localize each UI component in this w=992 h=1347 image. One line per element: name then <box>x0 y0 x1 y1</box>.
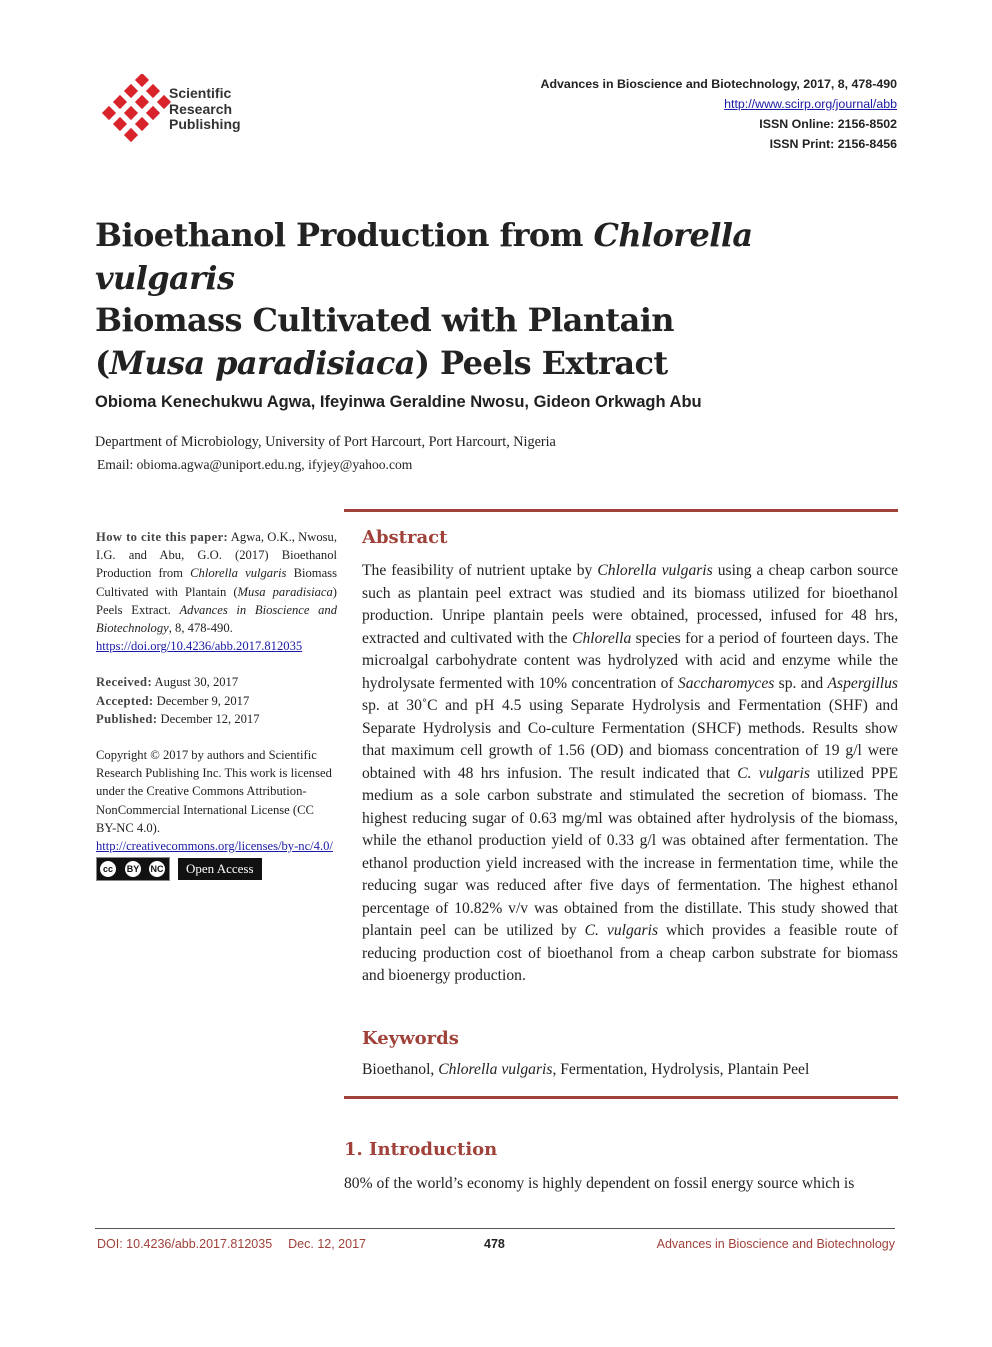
keywords-text: Bioethanol, Chlorella vulgaris, Fermentation, Hydrolysis, Plantain Peel <box>362 1061 810 1078</box>
journal-url-link[interactable]: http://www.scirp.org/journal/abb <box>724 97 897 111</box>
logo-diamond <box>135 74 149 87</box>
received-date: Received: August 30, 2017 <box>96 675 239 690</box>
paper-title: Bioethanol Production from Chlorella vulgaris Biomass Cultivated with Plantain (Musa paradisiaca) Peels Extract <box>95 216 753 382</box>
logo-diamond <box>124 106 138 120</box>
publisher-name: Scientific Research Publishing <box>169 85 241 132</box>
abstract-bottom-rule <box>344 1096 898 1099</box>
license-link[interactable]: http://creativecommons.org/licenses/by-nc/4.0/ <box>96 839 333 854</box>
journal-citation: Advances in Bioscience and Biotechnology, 2017, 8, 478-490 <box>540 77 897 91</box>
introduction-text: 80% of the world’s economy is highly dependent on fossil energy source which is <box>344 1175 855 1192</box>
footer-journal: Advances in Bioscience and Biotechnology <box>656 1237 895 1251</box>
open-access-badge[interactable]: Open Access <box>178 858 262 880</box>
doi-link[interactable]: https://doi.org/10.4236/abb.2017.812035 <box>96 639 303 654</box>
article-sidebar <box>96 528 337 881</box>
keywords-heading: Keywords <box>362 1028 459 1049</box>
author-list: Obioma Kenechukwu Agwa, Ifeyinwa Geraldine Nwosu, Gideon Orkwagh Abu <box>95 393 702 411</box>
logo-diamond <box>124 84 138 98</box>
cc-license-badge[interactable] <box>96 857 170 881</box>
logo-diamond <box>135 95 149 109</box>
abstract-top-rule <box>344 509 898 512</box>
page-number: 478 <box>484 1237 505 1251</box>
issn-print: ISSN Print: 2156-8456 <box>769 137 897 151</box>
affiliation: Department of Microbiology, University of Port Harcourt, Port Harcourt, Nigeria <box>95 434 556 450</box>
accepted-date: Accepted: December 9, 2017 <box>96 693 250 708</box>
logo-diamond <box>124 128 138 142</box>
logo-diamond <box>146 84 160 98</box>
abstract-heading: Abstract <box>362 527 448 548</box>
nc-icon: NC <box>149 861 165 877</box>
footer-doi: DOI: 10.4236/abb.2017.812035 Dec. 12, 2017 <box>97 1237 366 1251</box>
footer-rule <box>95 1228 895 1229</box>
copyright-notice: Copyright © 2017 by authors and Scientific Research Publishing Inc. This work is licensed under the Creative Commons Attribution-NonCommercial International License (CC BY-NC 4.0). <box>96 748 332 835</box>
contact-email[interactable]: Email: obioma.agwa@uniport.edu.ng, ifyjey@yahoo.com <box>97 457 413 472</box>
cc-icon: cc <box>100 861 116 877</box>
logo-diamond <box>102 106 116 120</box>
citation-block: How to cite this paper: Agwa, O.K., Nwosu, I.G. and Abu, G.O. (2017) Bioethanol Production from Chlorella vulgaris Biomass Cultivated with Plantain (Musa paradisiaca) Peels Extract. Advances in Bioscience and Biotechnology, 8, 478-490. https://doi.org/10.4236/abb.2017.812035 <box>96 530 338 654</box>
abstract-text: The feasibility of nutrient uptake by Chlorella vulgaris using a cheap carbon source such as plantain peel extract was studied and its biomass utilized for bioethanol production. Unripe plantain peels were obtained, processed, infused for 48 hrs, extracted and cultivated with the Chlorella species for a period of fourteen days. The microalgal carbohydrate content was hydrolyzed with acid and enzyme while the hydrolysate fermented with 10% concentration of Saccharomyces sp. and Aspergillus sp. at 30˚C and pH 4.5 using Separate Hydrolysis and Fermentation (SHF) and Separate Hydrolysis and Co-culture Fermentation (SHCF) methods. Results show that maximum cell growth of 1.56 (OD) and biomass concentration of 19 g/l were obtained with 48 hrs infusion. The result indicated that C. vulgaris utilized PPE medium as a sole carbon substrate and stimulated the secretion of biomass. The highest reducing sugar of 0.63 mg/ml was obtained after hydrolysis of the biomass, while the ethanol production yield of 0.33 g/l was obtained after fermentation. The ethanol production yield increased with the increase in fermentation time, while the reducing sugar was reduced after five days of fermentation. The highest ethanol percentage of 10.82% v/v was obtained from the distillate. This study showed that plantain peel can be utilized by C. vulgaris which provides a feasible route of reducing production cost of bioethanol from a cheap carbon substrate for biomass and bioenergy production. <box>362 562 899 984</box>
journal-info <box>541 74 897 154</box>
logo-diamond <box>146 106 160 120</box>
introduction-heading: 1. Introduction <box>344 1139 498 1160</box>
footer-date: Dec. 12, 2017 <box>288 1237 366 1251</box>
published-date: Published: December 12, 2017 <box>96 711 260 726</box>
logo-diamond <box>113 117 127 131</box>
logo-diamond <box>135 117 149 131</box>
by-icon: BY <box>125 861 141 877</box>
issn-online: ISSN Online: 2156-8502 <box>759 117 897 131</box>
logo-diamond <box>113 95 127 109</box>
